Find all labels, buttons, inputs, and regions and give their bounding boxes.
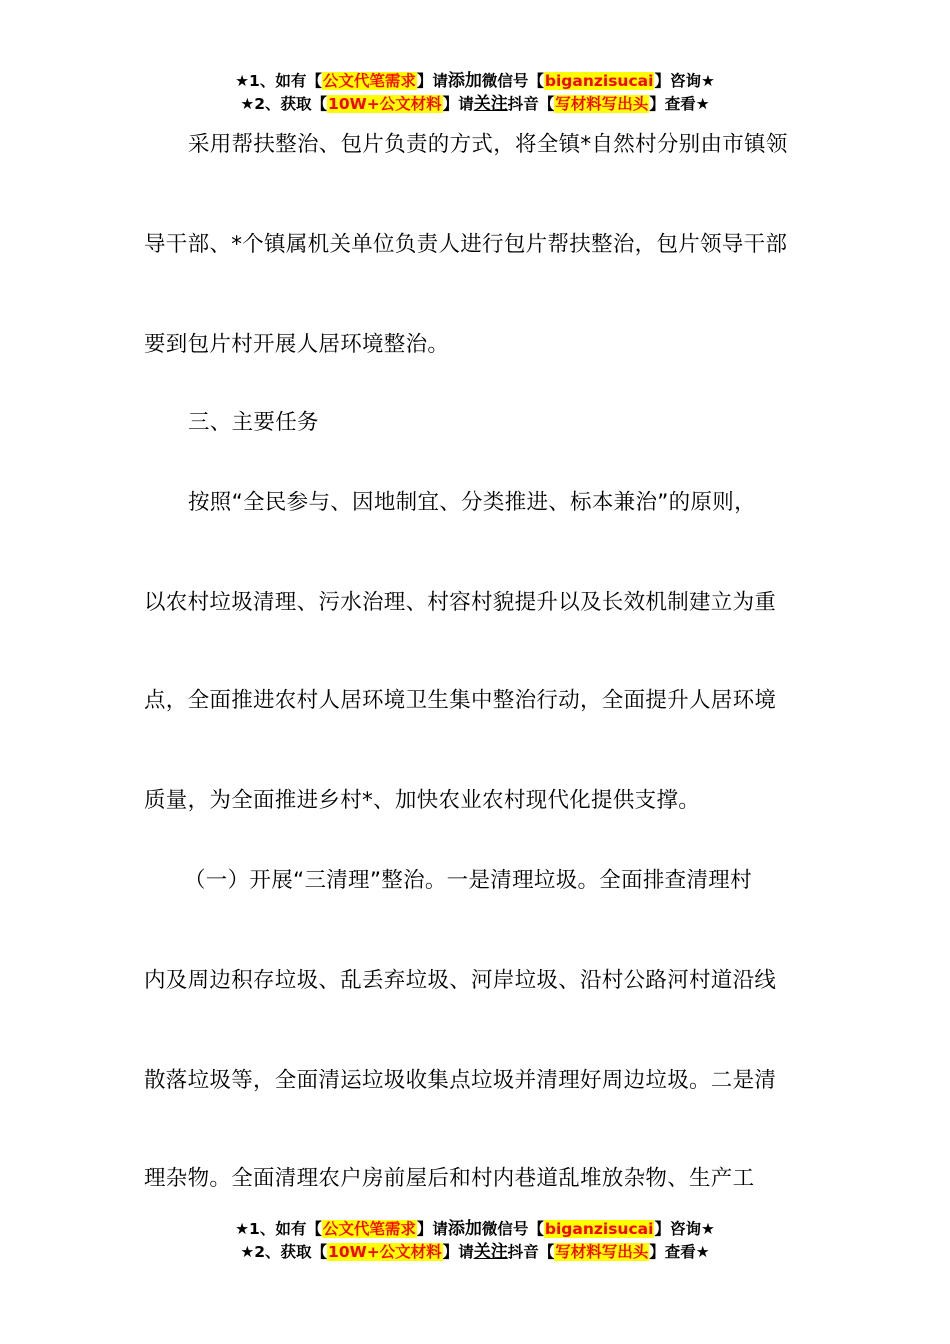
paragraph-line: 要到包片村开展人居环境整治。 bbox=[144, 332, 450, 357]
banner-text: 】请 bbox=[442, 1243, 474, 1261]
banner-text: 微信号【 bbox=[481, 1220, 544, 1238]
banner-text: 】查看★ bbox=[649, 1243, 710, 1261]
section-heading: 三、主要任务 bbox=[188, 410, 319, 435]
paragraph-line: 导干部、*个镇属机关单位负责人进行包片帮扶整治，包片领导干部 bbox=[144, 232, 788, 257]
paragraph-line: 理杂物。全面清理农户房前屋后和村内巷道乱堆放杂物、生产工 bbox=[144, 1166, 755, 1191]
highlight-service: 公文代笔需求 bbox=[322, 1220, 416, 1238]
highlight-douyin: 写材料写出头 bbox=[555, 1243, 649, 1261]
paragraph-line: 采用帮扶整治、包片负责的方式，将全镇*自然村分别由市镇领 bbox=[188, 132, 788, 157]
banner-text: 添加 bbox=[447, 1219, 482, 1239]
paragraph-line: 以农村垃圾清理、污水治理、村容村貌提升以及长效机制建立为重 bbox=[144, 590, 777, 615]
banner-text: ★1、如有【 bbox=[235, 72, 322, 90]
banner-text: 】请 bbox=[416, 72, 448, 90]
banner-text: 】咨询★ bbox=[654, 1220, 715, 1238]
banner-text: 】查看★ bbox=[649, 95, 710, 113]
paragraph-line: 散落垃圾等，全面清运垃圾收集点垃圾并清理好周边垃圾。二是清 bbox=[144, 1068, 777, 1093]
banner-text: 抖音【 bbox=[507, 1243, 555, 1261]
banner-text: 】请 bbox=[442, 95, 474, 113]
banner-text: 抖音【 bbox=[507, 95, 555, 113]
paragraph-line: 点，全面推进农村人居环境卫生集中整治行动，全面提升人居环境 bbox=[144, 688, 777, 713]
paragraph-line: 质量，为全面推进乡村*、加快农业农村现代化提供支撑。 bbox=[144, 788, 701, 813]
highlight-wechat-id: biganzisucai bbox=[544, 1220, 654, 1238]
banner-text: ★2、获取【 bbox=[240, 95, 328, 113]
banner-text: ★1、如有【 bbox=[235, 1220, 322, 1238]
banner-text: 添加 bbox=[447, 71, 482, 91]
banner-text: 】请 bbox=[416, 1220, 448, 1238]
highlight-materials: 10W+公文材料 bbox=[328, 1243, 442, 1261]
banner-text: ★2、获取【 bbox=[240, 1243, 328, 1261]
paragraph-line: 按照“全民参与、因地制宜、分类推进、标本兼治”的原则， bbox=[188, 490, 756, 515]
document-body bbox=[144, 0, 806, 1344]
highlight-service: 公文代笔需求 bbox=[322, 72, 416, 90]
paragraph-line: （一）开展“三清理”整治。一是清理垃圾。全面排查清理村 bbox=[184, 868, 752, 893]
banner-text: 关注 bbox=[473, 1242, 508, 1262]
banner-line-1 bbox=[0, 1218, 950, 1241]
bottom-banner bbox=[0, 1218, 950, 1264]
highlight-materials: 10W+公文材料 bbox=[328, 95, 442, 113]
highlight-douyin: 写材料写出头 bbox=[555, 95, 649, 113]
paragraph-line: 内及周边积存垃圾、乱丢弃垃圾、河岸垃圾、沿村公路河村道沿线 bbox=[144, 968, 777, 993]
highlight-wechat-id: biganzisucai bbox=[544, 72, 654, 90]
banner-line-2 bbox=[0, 1241, 950, 1264]
banner-text: 微信号【 bbox=[481, 72, 544, 90]
banner-text: 】咨询★ bbox=[654, 72, 715, 90]
banner-text: 关注 bbox=[473, 94, 508, 114]
